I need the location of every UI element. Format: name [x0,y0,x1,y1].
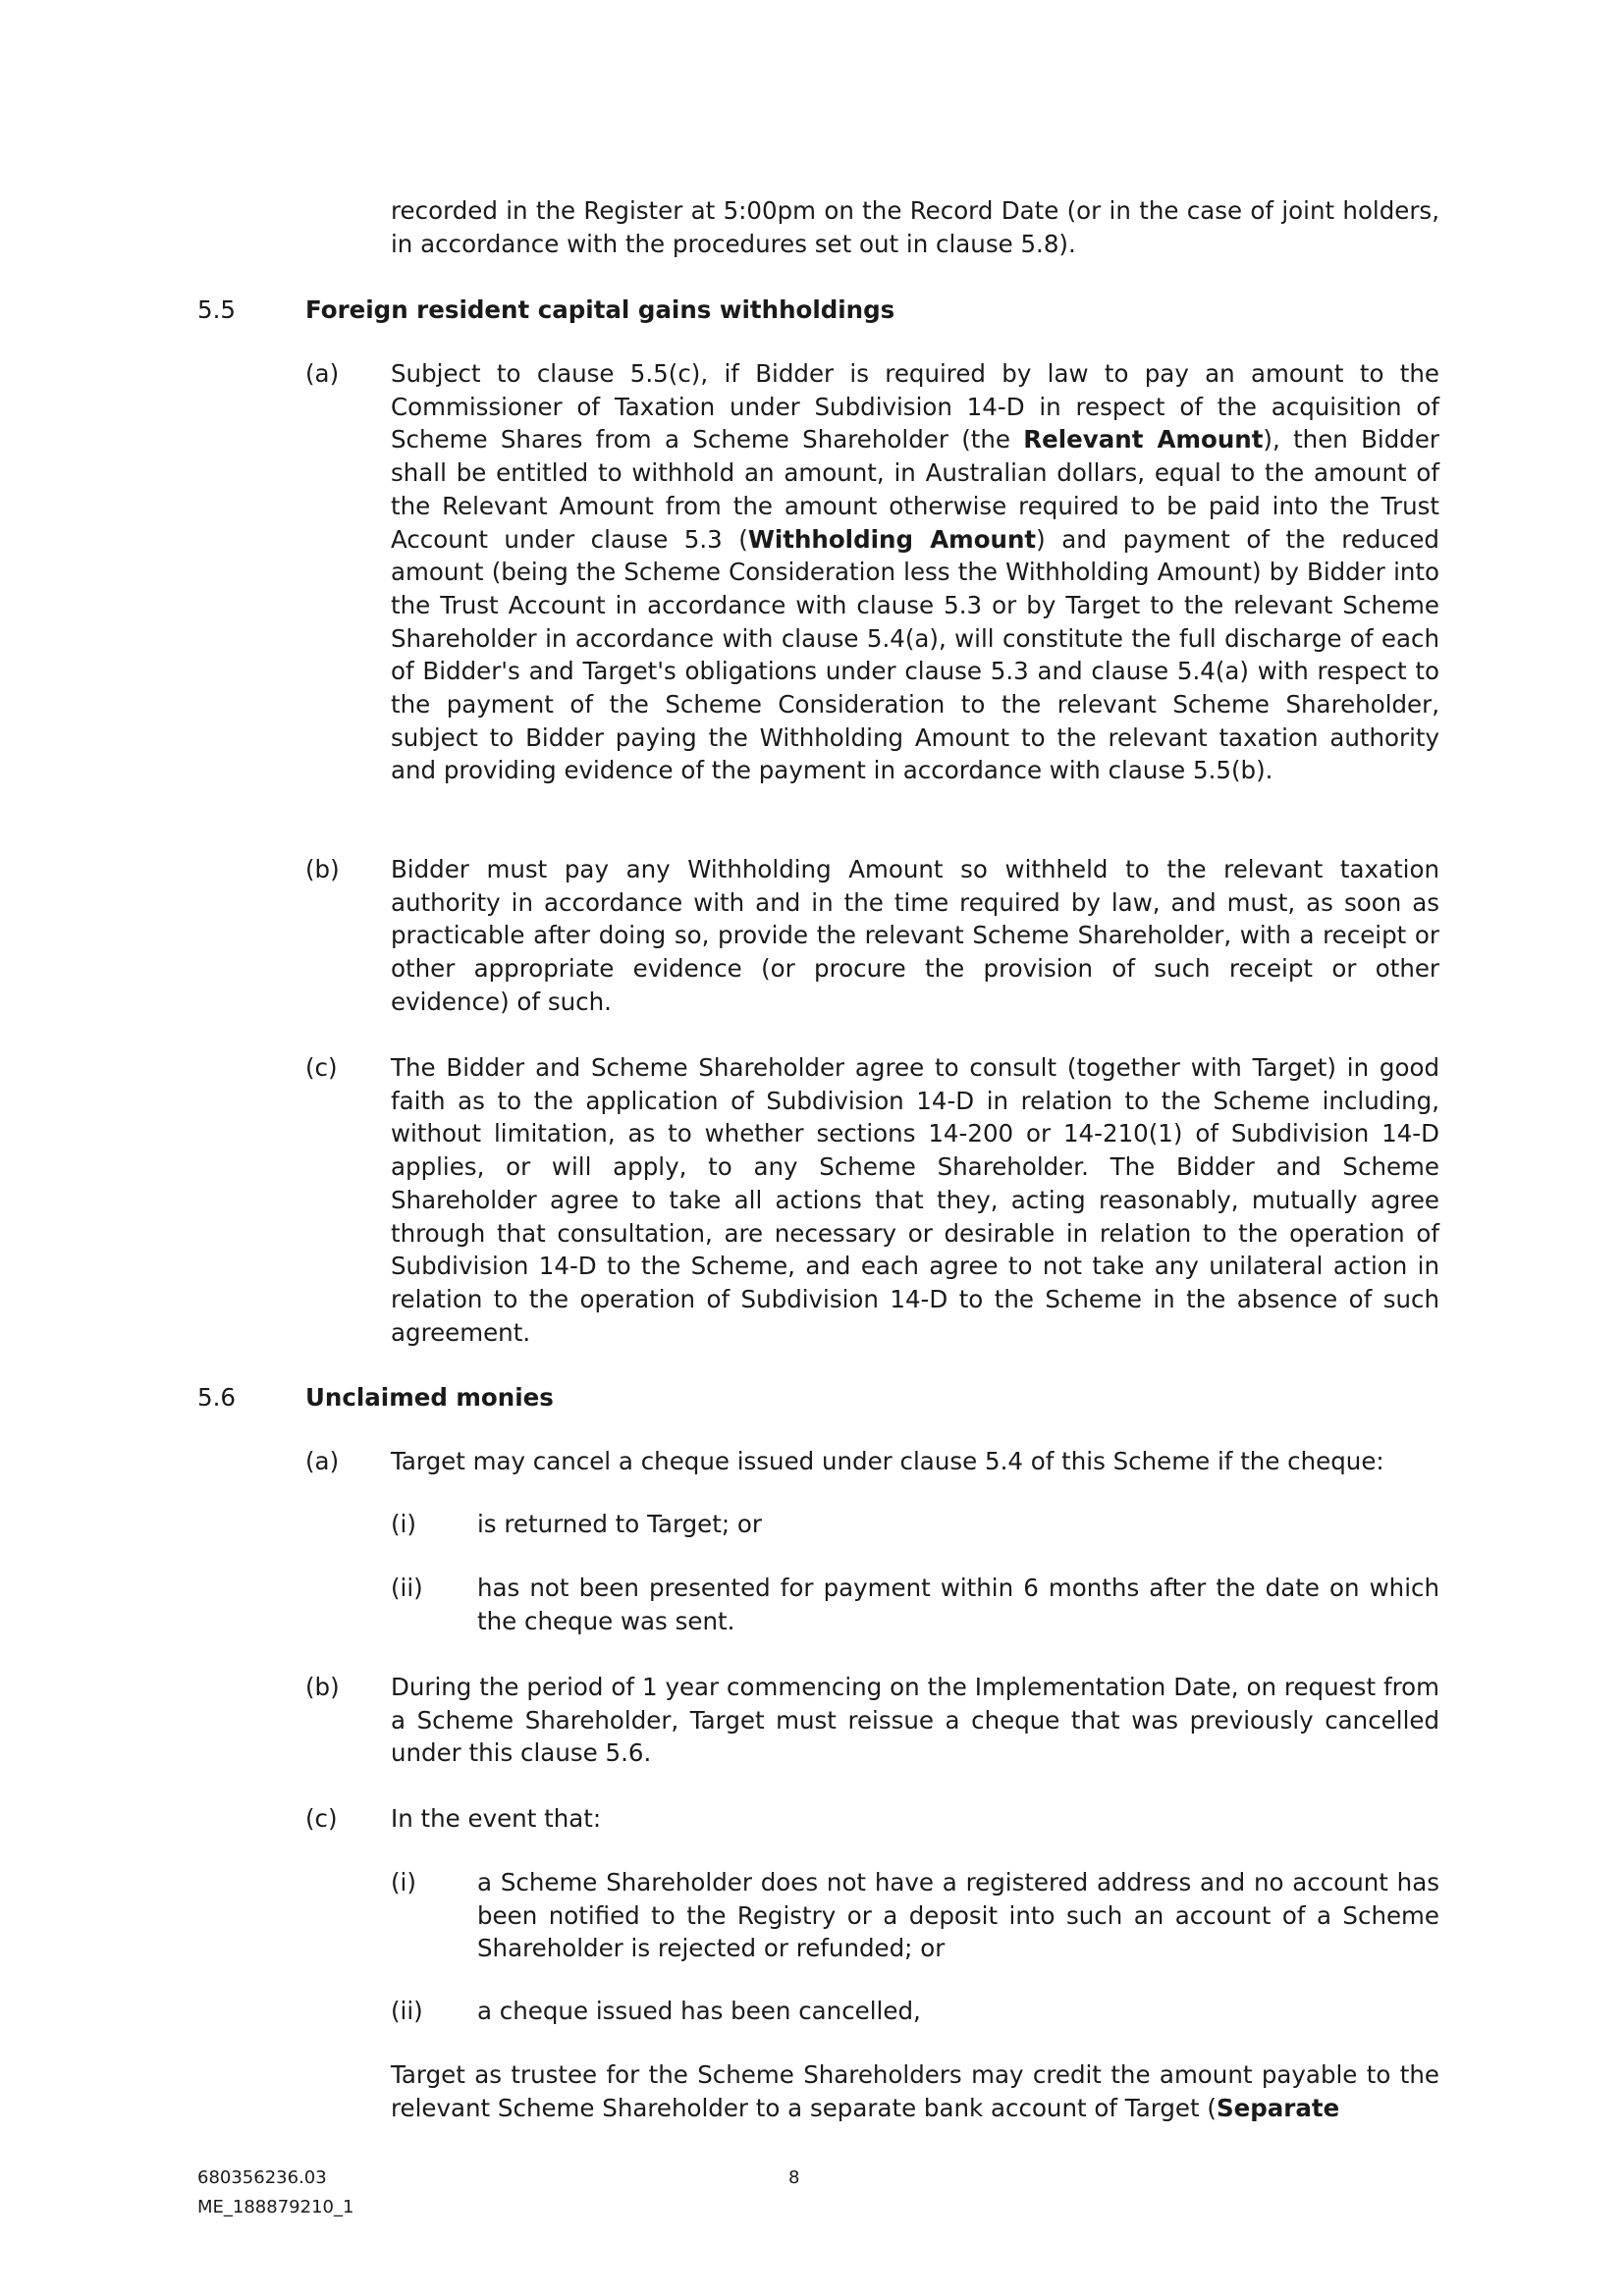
clause-text: ), then Bidder shall be entitled to withhold an amount, in Australian dollars, equal to the amount of the Relevant Amount from the amount otherwise required to be paid into the Trust Account under clause 5.3 ( [391,425,1439,554]
document-id: 680356236.03 [197,2167,327,2188]
subclause-label: (ii) [391,1574,423,1602]
section-number: 5.5 [197,295,236,324]
clause-label: (b) [305,1673,340,1701]
clause-label: (b) [305,855,340,883]
clause-label: (a) [305,1447,340,1475]
subclause-label: (i) [391,1510,416,1538]
clause-paragraph: Bidder must pay any Withholding Amount so withheld to the relevant taxation authority in accordance with and in the time required by law, and must, as soon as practicable after doing so, provide the relevant Scheme Shareholder, with a receipt or other appropriate evidence (or procure the provision of such receipt or other evidence) of such. [391,855,1439,1016]
section-heading: Unclaimed monies [305,1383,554,1412]
clause-text: ) and payment of the reduced amount (being the Scheme Consideration less the Withholding Amount) by Bidder into the Trust Account in accordance with clause 5.3 or by Target to the relevant Scheme Shareholder in accordance with clause 5.4(a), will constitute the full discharge of each of Bidder's and Target's obligations under clause 5.3 and clause 5.4(a) with respect to the payment of the Scheme Consideration to the relevant Scheme Shareholder, subject to Bidder paying the Withholding Amount to the relevant taxation authority and providing evidence of the payment in accordance with clause 5.5(b). [391,524,1439,785]
clause-text: Target as trustee for the Scheme Shareholders may credit the amount payable to the relevant Scheme Shareholder to a separate bank account of Target ( [391,2060,1439,2122]
clause-label: (c) [305,1053,338,1082]
subclause-label: (ii) [391,1997,423,2025]
document-reference: ME_188879210_1 [197,2197,354,2217]
clause-paragraph: The Bidder and Scheme Shareholder agree to consult (together with Target) in good faith as to the application of Subdivision 14-D in relation to the Scheme including, without limitation, as to whether sections 14-200 or 14-210(1) of Subdivision 14-D applies, or will apply, to any Scheme Shareholder. The Bidder and Scheme Shareholder agree to take all actions that they, acting reasonably, mutually agree through that consultation, are necessary or desirable in relation to the operation of Subdivision 14-D to the Scheme, and each agree to not take any unilateral action in relation to the operation of Subdivision 14-D to the Scheme in the absence of such agreement. [391,1053,1439,1347]
subclause-paragraph: a Scheme Shareholder does not have a registered address and no account has been notified to the Registry or a deposit into such an account of a Scheme Shareholder is rejected or refunded; or [477,1868,1439,1963]
clause-paragraph: In the event that: [391,1804,602,1833]
subclause-paragraph: a cheque issued has been cancelled, [477,1997,921,2025]
subclause-paragraph: is returned to Target; or [477,1510,762,1538]
defined-term: Relevant Amount [1023,425,1264,454]
section-number: 5.6 [197,1383,236,1412]
defined-term: Withholding Amount [747,524,1037,554]
continuation-paragraph: recorded in the Register at 5:00pm on the Record Date (or in the case of joint holders, in accordance with the procedures set out in clause 5.8). [391,196,1439,258]
clause-paragraph: Target may cancel a cheque issued under clause 5.4 of this Scheme if the cheque: [391,1447,1384,1475]
clause-paragraph [391,357,1439,787]
section-heading: Foreign resident capital gains withholdings [305,295,895,324]
subclause-label: (i) [391,1868,416,1896]
subclause-paragraph: has not been presented for payment within 6 months after the date on which the cheque was sent. [477,1574,1439,1635]
clause-label: (a) [305,359,340,388]
page-number: 8 [788,2167,800,2188]
clause-text: Subject to clause 5.5(c), if Bidder is required by law to pay an amount to the Commissioner of Taxation under Subdivision 14-D in respect of the acquisition of Scheme Shares from a Scheme Shareholder (the [391,359,1439,454]
clause-label: (c) [305,1804,338,1833]
clause-paragraph: During the period of 1 year commencing on the Implementation Date, on request from a Scheme Shareholder, Target must reissue a cheque that was previously cancelled under this clause 5.6. [391,1673,1439,1768]
defined-term: Separate [1216,2093,1340,2122]
clause-paragraph [391,2058,1439,2124]
